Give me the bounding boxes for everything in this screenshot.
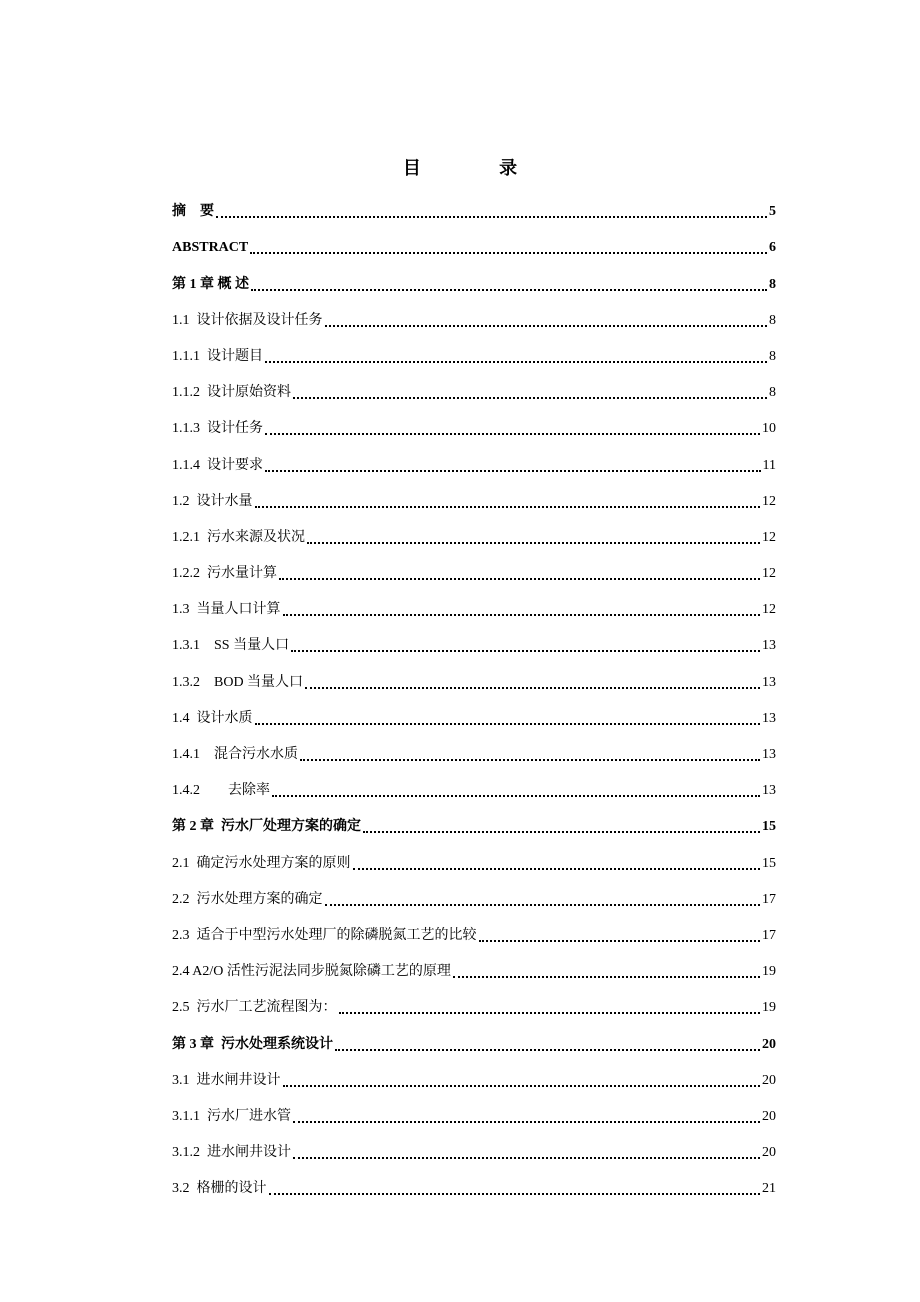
toc-entry[interactable] <box>172 1054 776 1090</box>
toc-leader-dots <box>479 926 761 942</box>
toc-entry[interactable] <box>172 764 776 800</box>
toc-leader-dots <box>255 492 761 508</box>
toc-entry-page: 11 <box>762 457 776 473</box>
toc-entry[interactable] <box>172 438 776 474</box>
toc-leader-dots <box>272 781 760 797</box>
toc-leader-dots <box>265 347 767 363</box>
toc-leader-dots <box>250 238 767 254</box>
toc-entry[interactable] <box>172 981 776 1017</box>
toc-entry-page: 20 <box>762 1145 776 1161</box>
toc-entry[interactable] <box>172 1090 776 1126</box>
toc-entry[interactable] <box>172 800 776 836</box>
toc-entry[interactable] <box>172 330 776 366</box>
toc-entry-page: 12 <box>762 566 776 582</box>
toc-entry-label: 3.2 格栅的设计 <box>172 1181 267 1197</box>
toc-entry-page: 12 <box>762 529 776 545</box>
toc-entry[interactable] <box>172 475 776 511</box>
toc-entry-page: 19 <box>762 964 776 980</box>
toc-leader-dots <box>325 311 768 327</box>
toc-entry[interactable] <box>172 185 776 221</box>
toc-entry[interactable] <box>172 655 776 691</box>
toc-leader-dots <box>251 275 767 291</box>
toc-leader-dots <box>265 419 760 435</box>
toc-leader-dots <box>283 600 761 616</box>
toc-entry[interactable] <box>172 909 776 945</box>
toc-entry[interactable] <box>172 402 776 438</box>
toc-entry-label: 1.2.2 污水量计算 <box>172 566 277 582</box>
toc-leader-dots <box>353 854 761 870</box>
toc-entry-page: 20 <box>762 1108 776 1124</box>
toc-entry-label: 2.2 污水处理方案的确定 <box>172 891 323 907</box>
toc-entry[interactable] <box>172 511 776 547</box>
toc-entry-page: 13 <box>762 710 776 726</box>
toc-entry-label: 3.1 进水闸井设计 <box>172 1072 281 1088</box>
toc-entry-page: 13 <box>762 783 776 799</box>
toc-entry[interactable] <box>172 873 776 909</box>
toc-entry[interactable] <box>172 945 776 981</box>
toc-entry-label: 1.4.1 混合污水水质 <box>172 747 298 762</box>
toc-entry[interactable] <box>172 583 776 619</box>
toc-entry-label: 1.3.1 SS 当量人口 <box>172 638 290 654</box>
toc-leader-dots <box>339 998 761 1014</box>
toc-leader-dots <box>279 564 760 580</box>
toc-entry[interactable] <box>172 692 776 728</box>
toc-leader-dots <box>335 1035 760 1051</box>
toc-entry-page: 10 <box>762 421 776 437</box>
toc-entry-label: 3.1.2 进水闸井设计 <box>172 1145 291 1161</box>
toc-entry-label: 第 2 章 污水厂处理方案的确定 <box>172 819 361 835</box>
toc-entry[interactable] <box>172 1017 776 1053</box>
toc-entry-page: 19 <box>762 1000 776 1016</box>
toc-entry[interactable] <box>172 366 776 402</box>
toc-entry[interactable] <box>172 294 776 330</box>
toc-entry-page: 6 <box>769 240 776 256</box>
toc-entry-page: 20 <box>762 1072 776 1088</box>
toc-entry-page: 17 <box>762 927 776 943</box>
toc-leader-dots <box>269 1179 761 1195</box>
toc-entry-page: 13 <box>762 747 776 762</box>
toc-entry-label: ABSTRACT <box>172 240 249 256</box>
toc-entry-page: 8 <box>769 312 776 328</box>
toc-entry-label: 1.1.3 设计任务 <box>172 421 263 437</box>
toc-leader-dots <box>293 1143 760 1159</box>
toc-entry[interactable] <box>172 1126 776 1162</box>
toc-entry-label: 1.2.1 污水来源及状况 <box>172 529 305 545</box>
toc-entry-page: 13 <box>762 638 776 654</box>
toc-leader-dots <box>325 890 761 906</box>
toc-entry-page: 13 <box>762 674 776 690</box>
toc-entry-page: 21 <box>762 1181 776 1197</box>
toc-leader-dots <box>293 383 767 399</box>
toc-entry-label: 1.4 设计水质 <box>172 710 253 726</box>
toc-entry-label: 摘 要 <box>172 204 214 220</box>
toc-entry-page: 17 <box>762 891 776 907</box>
toc-leader-dots <box>300 745 760 761</box>
toc-entry-page: 15 <box>762 819 776 835</box>
toc-entry-label: 第 3 章 污水处理系统设计 <box>172 1036 333 1052</box>
toc-leader-dots <box>216 202 767 218</box>
toc-entry-label: 1.1.4 设计要求 <box>172 457 263 473</box>
toc-entry-label: 1.1 设计依据及设计任务 <box>172 312 323 328</box>
toc-entry-label: 1.3 当量人口计算 <box>172 602 281 618</box>
toc-entry-page: 12 <box>762 493 776 509</box>
table-of-contents <box>172 185 776 1198</box>
toc-entry-label: 1.2 设计水量 <box>172 493 253 509</box>
toc-entry[interactable] <box>172 728 776 764</box>
toc-leader-dots <box>255 709 761 725</box>
toc-entry-label: 2.4 A2/O 活性污泥法同步脱氮除磷工艺的原理 <box>172 964 451 980</box>
toc-leader-dots <box>307 528 760 544</box>
toc-entry[interactable] <box>172 1162 776 1198</box>
toc-leader-dots <box>305 673 760 689</box>
toc-entry-page: 8 <box>769 276 776 292</box>
toc-entry-page: 15 <box>762 855 776 871</box>
toc-entry[interactable] <box>172 836 776 872</box>
toc-entry-label: 2.3 适合于中型污水处理厂的除磷脱氮工艺的比较 <box>172 927 477 943</box>
toc-entry-label: 2.5 污水厂工艺流程图为： <box>172 1000 337 1016</box>
toc-leader-dots <box>363 817 760 833</box>
toc-entry-label: 1.4.2 去除率 <box>172 783 270 799</box>
toc-entry[interactable] <box>172 257 776 293</box>
toc-leader-dots <box>283 1071 761 1087</box>
toc-entry-label: 第 1 章 概 述 <box>172 276 249 292</box>
toc-entry-page: 20 <box>762 1036 776 1052</box>
toc-leader-dots <box>265 456 761 472</box>
toc-entry-page: 8 <box>769 385 776 401</box>
toc-entry-label: 1.1.1 设计题目 <box>172 348 263 364</box>
toc-entry-page: 12 <box>762 602 776 618</box>
toc-title: 目 录 <box>402 158 554 179</box>
toc-entry-label: 2.1 确定污水处理方案的原则 <box>172 855 351 871</box>
toc-leader-dots <box>291 636 760 652</box>
toc-entry[interactable] <box>172 547 776 583</box>
toc-entry-page: 5 <box>769 204 776 220</box>
toc-entry-page: 8 <box>769 348 776 364</box>
toc-entry[interactable] <box>172 619 776 655</box>
toc-leader-dots <box>453 962 760 978</box>
toc-entry-label: 3.1.1 污水厂进水管 <box>172 1108 291 1124</box>
toc-entry[interactable] <box>172 221 776 257</box>
toc-leader-dots <box>293 1107 760 1123</box>
toc-entry-label: 1.3.2 BOD 当量人口 <box>172 674 304 690</box>
toc-entry-label: 1.1.2 设计原始资料 <box>172 385 291 401</box>
